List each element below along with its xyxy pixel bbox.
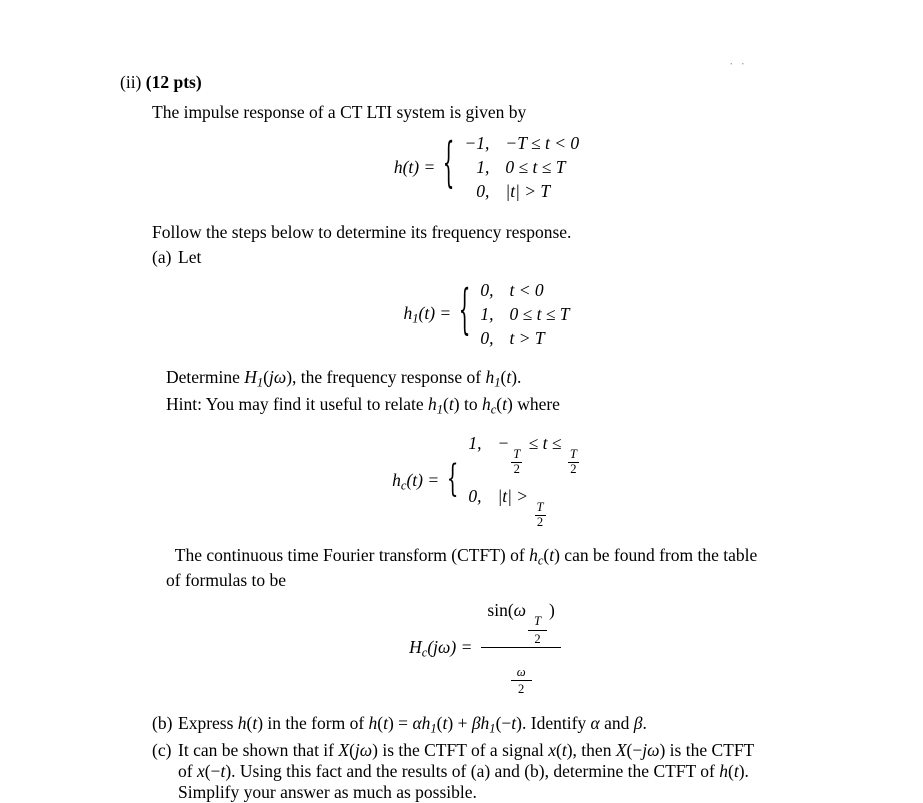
equation-Hc-fraction [481,600,560,697]
problem-points: (12 pts) [145,72,202,92]
equation-hc [120,433,853,530]
brace-icon: { [443,134,455,196]
equation-hc-lhs: $h_c(t)$ = [392,469,440,493]
equation-h1-case-2-condition: 0 ≤ t ≤ T [509,304,570,324]
equation-hc-case-1-value: 1, [468,433,482,454]
ctft-paragraph: The continuous time Fourier transform (CTFT) of $h_c(t)$ can be found from the table of formulas to be [166,544,758,590]
equation-hc-case-2-condition: |t| > $\frac{T}{2}$ [497,486,544,529]
equation-h-case-2-value: 1, [476,157,490,177]
equation-Hc-numerator: sin(ω $\frac{T}{2}$ ) [487,599,555,646]
equation-h-case-3-value: 0, [476,181,490,201]
equation-h1-case-3-value: 0, [480,328,494,348]
equation-hc-case-1-condition: − $\frac{T}{2}$ ≤ t ≤ $\frac{T}{2}$ [497,433,577,476]
equation-h-case-3-condition: |t| > T [505,181,551,201]
equation-h1-case-3-condition: t > T [509,328,545,348]
part-b-label: (b) [152,712,173,733]
equation-h-lhs: h(t) = [393,157,436,177]
intro-text: The impulse response of a CT LTI system is given by [152,102,527,122]
hint-text: Hint: You may find it useful to relate $h_1(t)$ to $h_c(t)$ where [166,393,560,417]
part-a-text: Let [178,247,202,267]
equation-Hc [120,600,853,697]
equation-h1-case-2-value: 1, [480,304,494,324]
equation-Hc-denominator: $\frac{\omega}{2}$ [503,648,540,696]
equation-h1-case-1-condition: t < 0 [509,280,544,300]
part-a-label: (a) [152,247,172,267]
part-a [152,247,853,268]
determine-h1-text: Determine $H_1(j\omega)$, the frequency response of $h_1(t)$. [166,367,522,390]
problem-heading [120,72,853,93]
equation-Hc-lhs: $H_c(j\omega)$ = [409,636,473,660]
equation-h-case-2-condition: 0 ≤ t ≤ T [505,157,566,177]
brace-icon: { [446,458,459,502]
equation-h1 [120,280,853,349]
equation-h1-case-1-value: 0, [480,280,494,300]
part-c-label: (c) [152,740,172,761]
corner-mark: · · [729,56,747,71]
part-b [152,713,853,737]
equation-h-case-1-value: −1, [464,133,490,153]
equation-h [120,133,853,202]
part-b-text: Express h(t) in the form of $h(t) = \alpha h_1(t) + \beta h_1(-t)$. Identify α and β. [178,712,647,736]
equation-hc-case-2-value: 0, [468,486,482,507]
brace-icon: { [458,281,471,343]
follow-steps-text: Follow the steps below to determine its frequency response. [152,222,572,242]
equation-h1-lhs: $h_1(t)$ = [403,302,452,326]
equation-h-case-1-condition: −T ≤ t < 0 [505,133,580,153]
problem-part-label: (ii) [120,72,142,92]
part-c-text: It can be shown that if X(jω) is the CTFT of a signal x(t), then X(−jω) is the CTFT of x(−t). Using this fact and the results of (a) and (b), determine the CTFT of h(t). Simplify your answer as much as possible. [178,740,755,803]
part-c [152,740,853,803]
